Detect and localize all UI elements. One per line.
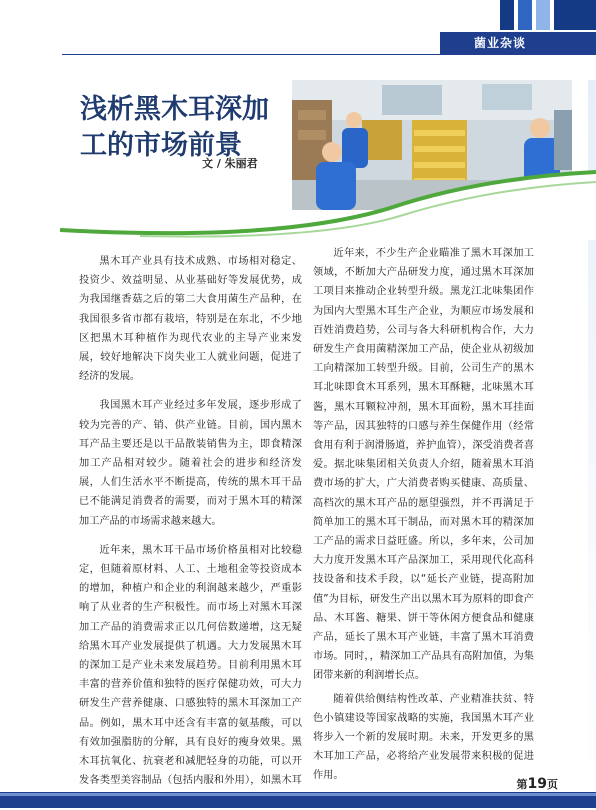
page-number-value: 19	[527, 776, 547, 792]
page-suffix: 页	[547, 778, 558, 791]
page-prefix: 第	[516, 778, 528, 791]
section-label: 菌业杂谈	[473, 36, 526, 50]
header-divider	[62, 54, 596, 55]
article-column-left	[79, 252, 302, 810]
paragraph: 我国黑木耳产业经过多年发展，逐步形成了较为完善的产、销、供产业链。目前，国内黑木耳产品主要还是以干品散装销售为主，即食精深加工产品相对较少。随着社会的进步和经济发展，人们生活水平不断提高，传统的黑木耳干品已不能满足消费者的需要，而对于黑木耳的精深加工产品的市场需求越来越大。	[79, 400, 302, 527]
paragraph: 近年来，不少生产企业瞄准了黑木耳深加工领域，不断加大产品研发力度，通过黑木耳深加工项目来推动企业转型升级。黑龙江北味集团作为国内大型黑木耳生产企业，为顺应市场发展和百姓消费趋势，公司与各大科研机构合作，大力研发生产食用菌精深加工产品，使企业从初级加工向精深加工转型升级。目前，公司生产的黑木耳北味即食木耳系列，黑木耳酥糖，北味黑木耳酱，黑木耳颗粒冲剂，黑木耳面粉，黑木耳挂面等产品，因其独特的口感与养生保健作用（经常食用有利于润滑肠道，养护血管），深受消费者喜爱。据北味集团相关负责人介绍，随着黑木耳消费市场的扩大，广大消费者购买健康、高质量、高档次的黑木耳产品的愿望强烈，并不再满足于简单加工的黑木耳干制品，而对黑木耳的精深加工产品的需求日益旺盛。所以，多年来，公司加大力度开发黑木耳产品深加工，采用现代化高科技设备和技术手段，以“延长产业链，提高附加值”为目标，研发生产出以黑木耳为原料的即食产品、木耳酱、糖果、饼干等休闲方便食品和健康产品，延长了黑木耳产业链，丰富了黑木耳消费市场。同时，，精深加工产品具有高附加值，为集团带来新的利润增长点。	[313, 248, 534, 682]
paragraph: 近年来，黑木耳干品市场价格虽相对比较稳定，但随着原材料、人工、土地租金等投资成本的增加，种植户和企业的利润越来越少，严重影响了从业者的生产积极性。而市场上对黑木耳深加工产品的消费需求正以几何倍数递增，这无疑给黑木耳产业发展提供了机遇。大力发展黑木耳的深加工是产业未来发展趋势。目前利用黑木耳丰富的营养价值和独特的医疗保健功效，可大力研发生产营养健康、口感独特的黑木耳深加工产品。例如，黑木耳中还含有丰富的氨基酸，可以有效加强脂肪的分解，具有良好的瘦身效果。黑木耳抗氧化、抗衰老和减肥轻身的功能，可以开发各类型美容制品（包括内服和外用），如黑木耳	[79, 544, 302, 787]
green-swoosh-decoration	[60, 170, 596, 240]
page-number	[517, 776, 558, 792]
header-stripes	[500, 0, 596, 30]
article-title: 浅析黑木耳深加工的市场前景	[80, 94, 269, 161]
paragraph: 黑木耳产业具有技术成熟、市场相对稳定、投资少、效益明显、从业基础好等发展优势，成为我国继香菇之后的第二大食用菌生产品种，在我国很多省市都有栽培，特别是在东北，不少地区把黑木耳种植作为现代农业的主导产业来发展，较好地解决下岗失业工人就业问题，促进了经济的发展。	[79, 256, 302, 383]
footer-bar	[0, 796, 596, 808]
article-column-right	[313, 244, 534, 786]
paragraph: 随着供给侧结构性改革、产业精准扶贫、特色小镇建设等国家战略的实施，我国黑木耳产业将步入一个新的发展时期。未来，开发更多的黑木耳加工产品，必将给产业发展带来积极的促进作用。	[313, 693, 534, 782]
article-byline: 文 / 朱丽君	[202, 157, 258, 170]
